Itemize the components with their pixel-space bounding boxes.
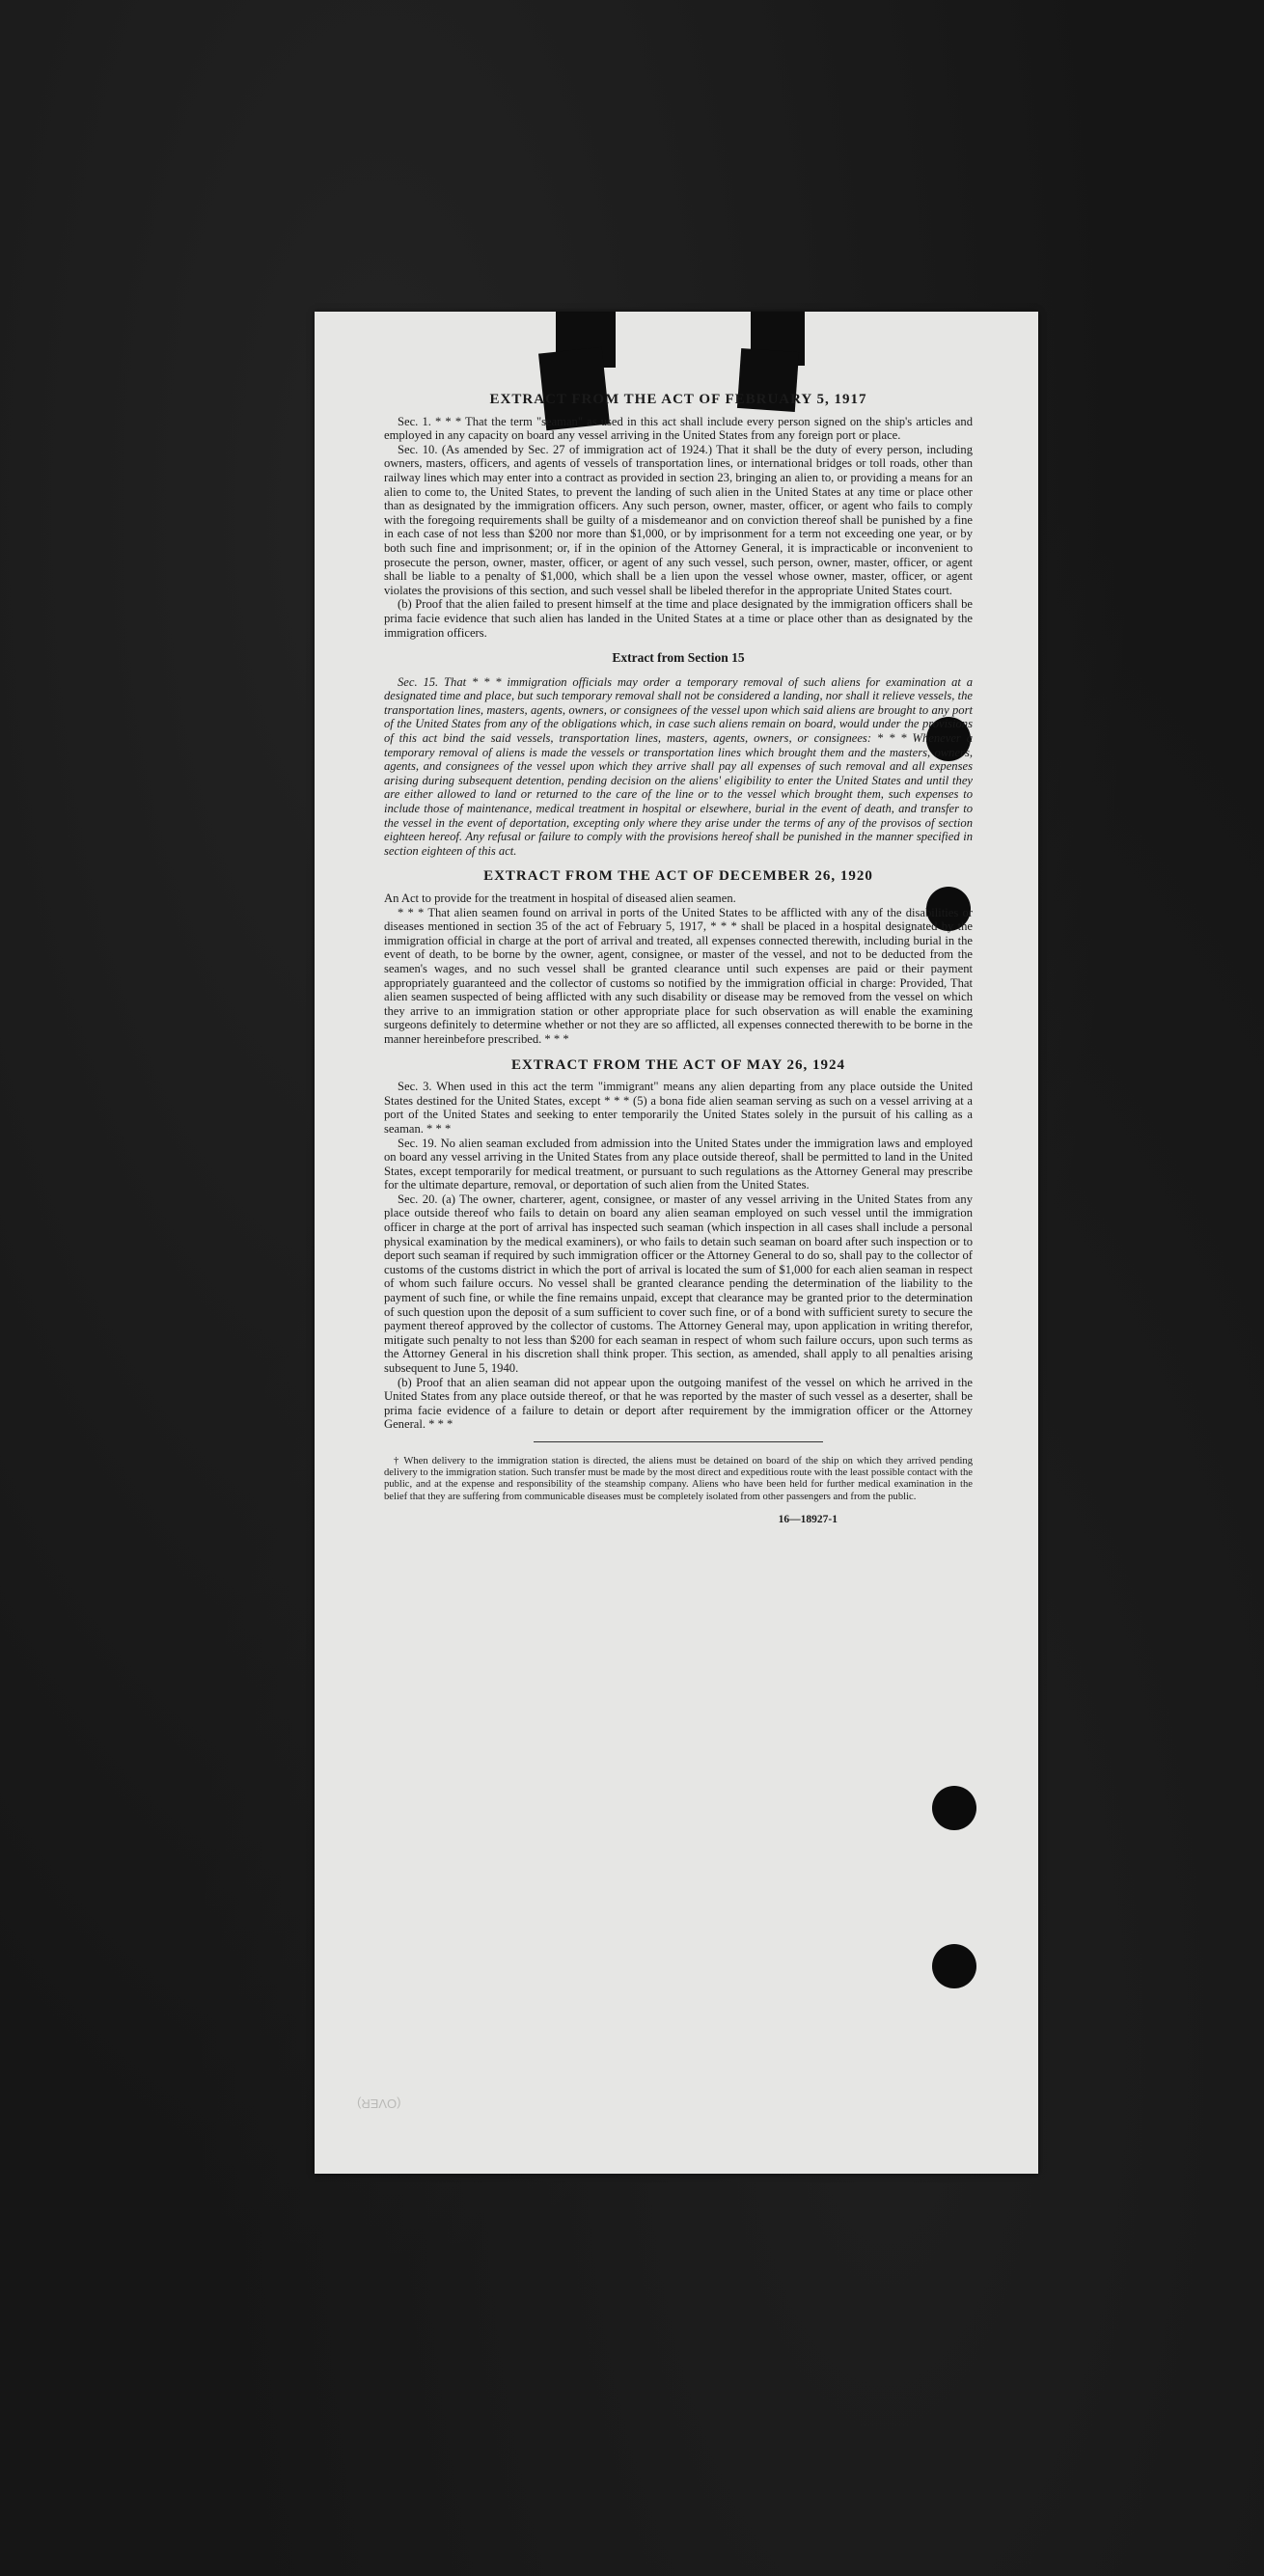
punch-hole bbox=[932, 1786, 976, 1830]
paragraph: Sec. 19. No alien seaman excluded from admission into the United States under the immigration laws and employed on board any vessel arriving in the United States from any place outside thereof, shall be permitted to land in the United States, except temporarily for medical treatment, or pursuant to such regulations as the Attorney General may prescribe for the ultimate departure, removal, or deportation of such alien from the United States. bbox=[384, 1136, 973, 1192]
paragraph: * * * That alien seamen found on arrival in ports of the United States to be afflicted with any of the disabilities or diseases mentioned in section 35 of the act of February 5, 1917, * * * shall be placed in a hospital designated by the immigration official in charge at the port of arrival and treated, all expenses connected therewith, including burial in the event of death, to be borne by the owner, agent, consignee, or master of the vessel, and not to be deducted from the seamen's wages, and no such vessel shall be granted clearance until such expenses are paid or their payment appropriately guaranteed and the collector of customs so notified by the immigration official in charge: Provided, That alien seamen suspected of being afflicted with any such disability or disease may be removed from the vessel on which they arrive to an immigration station or other appropriate place for such observation as will enable the examining surgeons definitely to determine whether or not they are so afflicted, all expenses connected therewith to be borne in the manner hereinbefore prescribed. * * * bbox=[384, 905, 973, 1046]
paragraph: Sec. 15. That * * * immigration officials may order a temporary removal of such aliens for examination at a designated time and place, but such temporary removal shall not be considered a landing, nor shall it relieve vessels, the transportation lines, masters, agents, owners, or consignees of the vessel upon which said aliens are brought to any port of the United States from any of the obligations which, in case such aliens remain on board, would under the provisions of this act bind the said vessels, transportation lines, masters, agents, owners, or consignees: * * * Whenever a temporary removal of aliens is made the vessels or transportation lines which brought them and the masters, owners, agents, and consignees of the vessel upon which they arrive shall pay all expenses of such removal and all expenses arising during subsequent detention, pending decision on the aliens' eligibility to enter the United States and until they are either allowed to land or returned to the care of the line or to the vessel which brought them, such expenses to include those of maintenance, medical treatment in hospital or elsewhere, burial in the event of death, and transfer to the vessel in the event of deportation, excepting only where they arise under the terms of any of the provisos of section eighteen hereof. Any refusal or failure to comply with the provisions hereof shall be punished in the manner specified in section eighteen of this act. bbox=[384, 674, 973, 858]
document-page bbox=[315, 312, 1038, 2174]
faded-stamp: (OVER) bbox=[357, 2096, 401, 2111]
paragraph: (b) Proof that an alien seaman did not appear upon the outgoing manifest of the vessel on which he arrived in the United States from any place outside thereof, or that he was reported by the master of such vessel as a deserter, shall be prima facie evidence of a failure to detain or deport after requirement by the immigration officer or the Attorney General. * * * bbox=[384, 1375, 973, 1432]
footnote-rule bbox=[534, 1441, 823, 1442]
form-number: 16—18927-1 bbox=[778, 1513, 838, 1525]
paragraph: Sec. 3. When used in this act the term "immigrant" means any alien departing from any place outside the United States destined for the United States, except * * * (5) a bona fide alien seaman serving as such on a vessel arriving at a port of the United States and seeking to enter temporarily the United States solely in the pursuit of his calling as a seaman. * * * bbox=[384, 1080, 973, 1136]
paragraph: Sec. 20. (a) The owner, charterer, agent, consignee, or master of any vessel arriving in the United States from any place outside thereof who fails to detain on board any alien seaman employed on such vessel until the immigration officer in charge at the port of arrival has inspected such seaman (which inspection in all cases shall include a personal physical examination by the medical examiners), or who fails to detain such seaman on board after such inspection or to deport such seaman if required by such immigration officer or the Attorney General to do so, shall pay to the collector of customs of the customs district in which the port of arrival is located the sum of $1,000 for each alien seaman in respect of whom such failure occurs. No vessel shall be granted clearance pending the determination of the liability to the payment of such fine, or while the fine remains unpaid, except that clearance may be granted prior to the determination of such question upon the deposit of a sum sufficient to cover such fine, or of a bond with sufficient surety to secure the payment thereof approved by the collector of customs. The Attorney General may, upon application in writing therefor, mitigate such penalty to not less than $200 for each seaman in respect of whom such failure occurs, upon such terms as the Attorney General in his discretion shall think proper. This section, as amended, shall apply to all penalties arising subsequent to June 5, 1940. bbox=[384, 1192, 973, 1375]
heading-act-1917: EXTRACT FROM THE ACT OF FEBRUARY 5, 1917 bbox=[489, 392, 867, 407]
document-text bbox=[384, 387, 973, 1526]
heading-act-1924: EXTRACT FROM THE ACT OF MAY 26, 1924 bbox=[510, 1056, 846, 1073]
paragraph: Sec. 1. * * * That the term "seaman" as used in this act shall include every person signed on the ship's articles and employed in any capacity on board any vessel arriving in the United States from any foreign port or place. bbox=[384, 414, 973, 443]
punch-hole bbox=[932, 1944, 976, 1988]
heading-extract-section-15: Extract from Section 15 bbox=[612, 650, 745, 666]
heading-act-1920: EXTRACT FROM THE ACT OF DECEMBER 26, 1920 bbox=[483, 868, 873, 885]
paragraph: An Act to provide for the treatment in hospital of diseased alien seamen. bbox=[384, 891, 736, 905]
paragraph: (b) Proof that the alien failed to present himself at the time and place designated by the immigration officers shall be prima facie evidence that such alien has landed in the United States at a time or place other than as designated by the immigration officers. bbox=[384, 597, 973, 640]
paragraph: Sec. 10. (As amended by Sec. 27 of immigration act of 1924.) That it shall be the duty of every person, including owners, masters, officers, and agents of vessels of transportation lines, or international bridges or toll roads, other than railway lines which may enter into a contract as provided in section 23, bringing an alien to, or providing a means for an alien to come to, the United States, to prevent the landing of such alien in the United States at any time or place other than as designated by the immigration officers. Any such person, owner, master, officer, or agent who fails to comply with the foregoing requirements shall be guilty of a misdemeanor and on conviction thereof shall be punished by a fine in each case of not less than $200 nor more than $1,000, or by imprisonment for a term not exceeding one year, or by both such fine and imprisonment; or, if in the opinion of the Attorney General, it is impracticable or inconvenient to prosecute the person, owner, master, officer, or agent of any such vessel, such person, owner, master, officer, or agent shall be liable to a penalty of $1,000, which shall be a lien upon the vessel whose owner, master, officer, or agent violates the provisions of this section, and such vessel shall be libeled therefor in the appropriate United States court. bbox=[384, 442, 973, 597]
footnote: † When delivery to the immigration station is directed, the aliens must be detained on board of the ship on which they arrived pending delivery to the immigration station. Such transfer must be made by the most direct and expeditious route with the least possible contact with the public, and at the expense and responsibility of the steamship company. Aliens who have been held for further medical examination in the belief that they are suffering from communicable diseases must be completely isolated from other passengers and from the public. bbox=[384, 1455, 973, 1502]
